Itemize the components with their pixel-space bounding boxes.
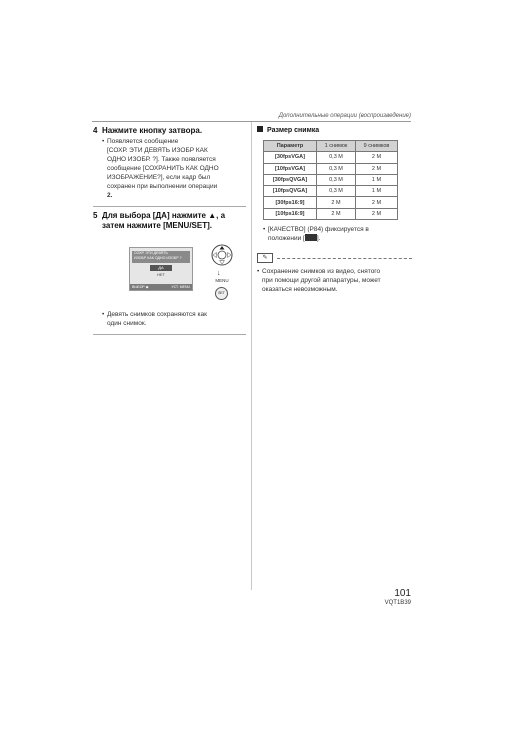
table-cell: 0,3 M <box>317 186 356 197</box>
table-row <box>264 152 398 163</box>
right-column <box>257 126 412 294</box>
menu-set-button-icon: SET <box>215 287 228 300</box>
note-header <box>257 253 412 265</box>
lcd-no-option: НЕТ <box>157 271 165 277</box>
table-cell: 0,3 M <box>317 152 356 163</box>
step-4-line: ИЗОБРАЖЕНИЕ?], если кадр был <box>107 173 211 181</box>
quality-note-line <box>263 234 412 243</box>
quality-note-text: положении [ <box>268 235 305 243</box>
step-5-number: 5 <box>93 210 98 220</box>
table-row <box>264 174 398 185</box>
table-row <box>264 197 398 208</box>
table-cell: [10fps16:9] <box>264 208 317 219</box>
note-line: оказаться невозможным. <box>262 286 338 294</box>
page-number: 101 <box>394 588 411 599</box>
step-5-illustration <box>93 238 246 310</box>
table-cell: [30fpsQVGA] <box>264 174 317 185</box>
table-cell: 2 M <box>356 208 398 219</box>
step-5-heading-line: затем нажмите [MENU/SET]. <box>102 221 212 230</box>
table-row <box>264 163 398 174</box>
menu-label: MENU <box>215 277 229 283</box>
divider <box>93 206 246 207</box>
table-cell: 2 M <box>356 163 398 174</box>
lcd-bottom-bar <box>130 284 192 290</box>
note-body <box>257 267 412 294</box>
lcd-set-hint: УСТ. MENU <box>171 284 190 289</box>
table-row <box>264 208 398 219</box>
step-4-number: 4 <box>93 126 98 135</box>
table-cell: [10fpsVGA] <box>264 163 317 174</box>
quality-note-line: • [КАЧЕСТВО] (P84) фиксируется в <box>263 225 412 234</box>
step-5-line: один снимок. <box>107 319 147 327</box>
document-code: VQT1B39 <box>384 600 411 606</box>
left-column <box>93 126 246 339</box>
square-bullet-icon <box>257 126 263 132</box>
quality-note <box>263 225 412 243</box>
section-title <box>257 126 412 135</box>
step-4-body <box>93 137 246 200</box>
step-5-body <box>93 310 246 328</box>
step-5-line: • Девять снимков сохраняются как <box>102 310 246 319</box>
step-5-heading-line: Для выбора [ДА] нажмите ▲, а <box>102 210 226 220</box>
step-4-line: сообщение [СОХРАНИТЬ КАК ОДНО <box>107 164 219 172</box>
section-title-text: Размер снимка <box>267 127 320 134</box>
dashed-rule <box>277 258 412 259</box>
table-cell: [30fpsVGA] <box>264 152 317 163</box>
divider <box>93 334 246 335</box>
arrow-down-icon: ↓ <box>217 269 221 277</box>
table-cell: 2 M <box>356 152 398 163</box>
table-header: 1 снимок <box>317 141 356 152</box>
cursor-dial-icon <box>211 244 233 266</box>
table-cell: 1 M <box>356 174 398 185</box>
running-header: Дополнительные операции (воспроизведение) <box>278 113 411 119</box>
size-table <box>263 140 398 220</box>
note-line: • Сохранение снимков из видео, снятого <box>257 267 412 276</box>
table-cell: 2 M <box>317 208 356 219</box>
step-5-title <box>93 211 246 222</box>
table-cell: 0,3 M <box>317 174 356 185</box>
table-cell: 2 M <box>356 197 398 208</box>
table-header-row <box>264 141 398 152</box>
table-cell: 1 M <box>356 186 398 197</box>
table-cell: 0,3 M <box>317 163 356 174</box>
camera-lcd-screen <box>129 247 193 291</box>
column-divider <box>251 122 252 590</box>
quality-mode-icon <box>305 234 317 241</box>
step-4-line: [СОХР. ЭТИ ДЕВЯТЬ ИЗОБР КАК <box>107 146 208 154</box>
lcd-question-line: СОХР. ЭТИ ДЕВЯТЬ <box>134 250 168 255</box>
table-header: Параметр <box>264 141 317 152</box>
table-header: 9 снимков <box>356 141 398 152</box>
step-4-line: сохранен при выполнении операции <box>107 182 218 190</box>
step-4-title <box>93 126 246 137</box>
lcd-yes-option: ДА <box>150 265 172 271</box>
quality-note-close: ]. <box>316 235 321 243</box>
table-cell: 2 M <box>317 197 356 208</box>
step-4-heading: Нажмите кнопку затвора. <box>102 126 203 135</box>
table-cell: [10fpsQVGA] <box>264 186 317 197</box>
step-4-line: 2. <box>107 191 113 199</box>
step-4-line: • Появляется сообщение <box>102 137 246 146</box>
table-row <box>264 186 398 197</box>
lcd-question-line: ИЗОБР КАК ОДНО ИЗОБР ? <box>134 256 182 260</box>
step-4-line: ОДНО ИЗОБР. ?]. Также появляется <box>107 155 216 163</box>
table-cell: [30fps16:9] <box>264 197 317 208</box>
note-pencil-icon: ✎ <box>257 253 273 263</box>
note-line: при помощи другой аппаратуры, может <box>262 277 381 285</box>
lcd-select-hint: ВЫБОР ◆ <box>132 284 149 289</box>
lcd-question <box>132 251 190 263</box>
